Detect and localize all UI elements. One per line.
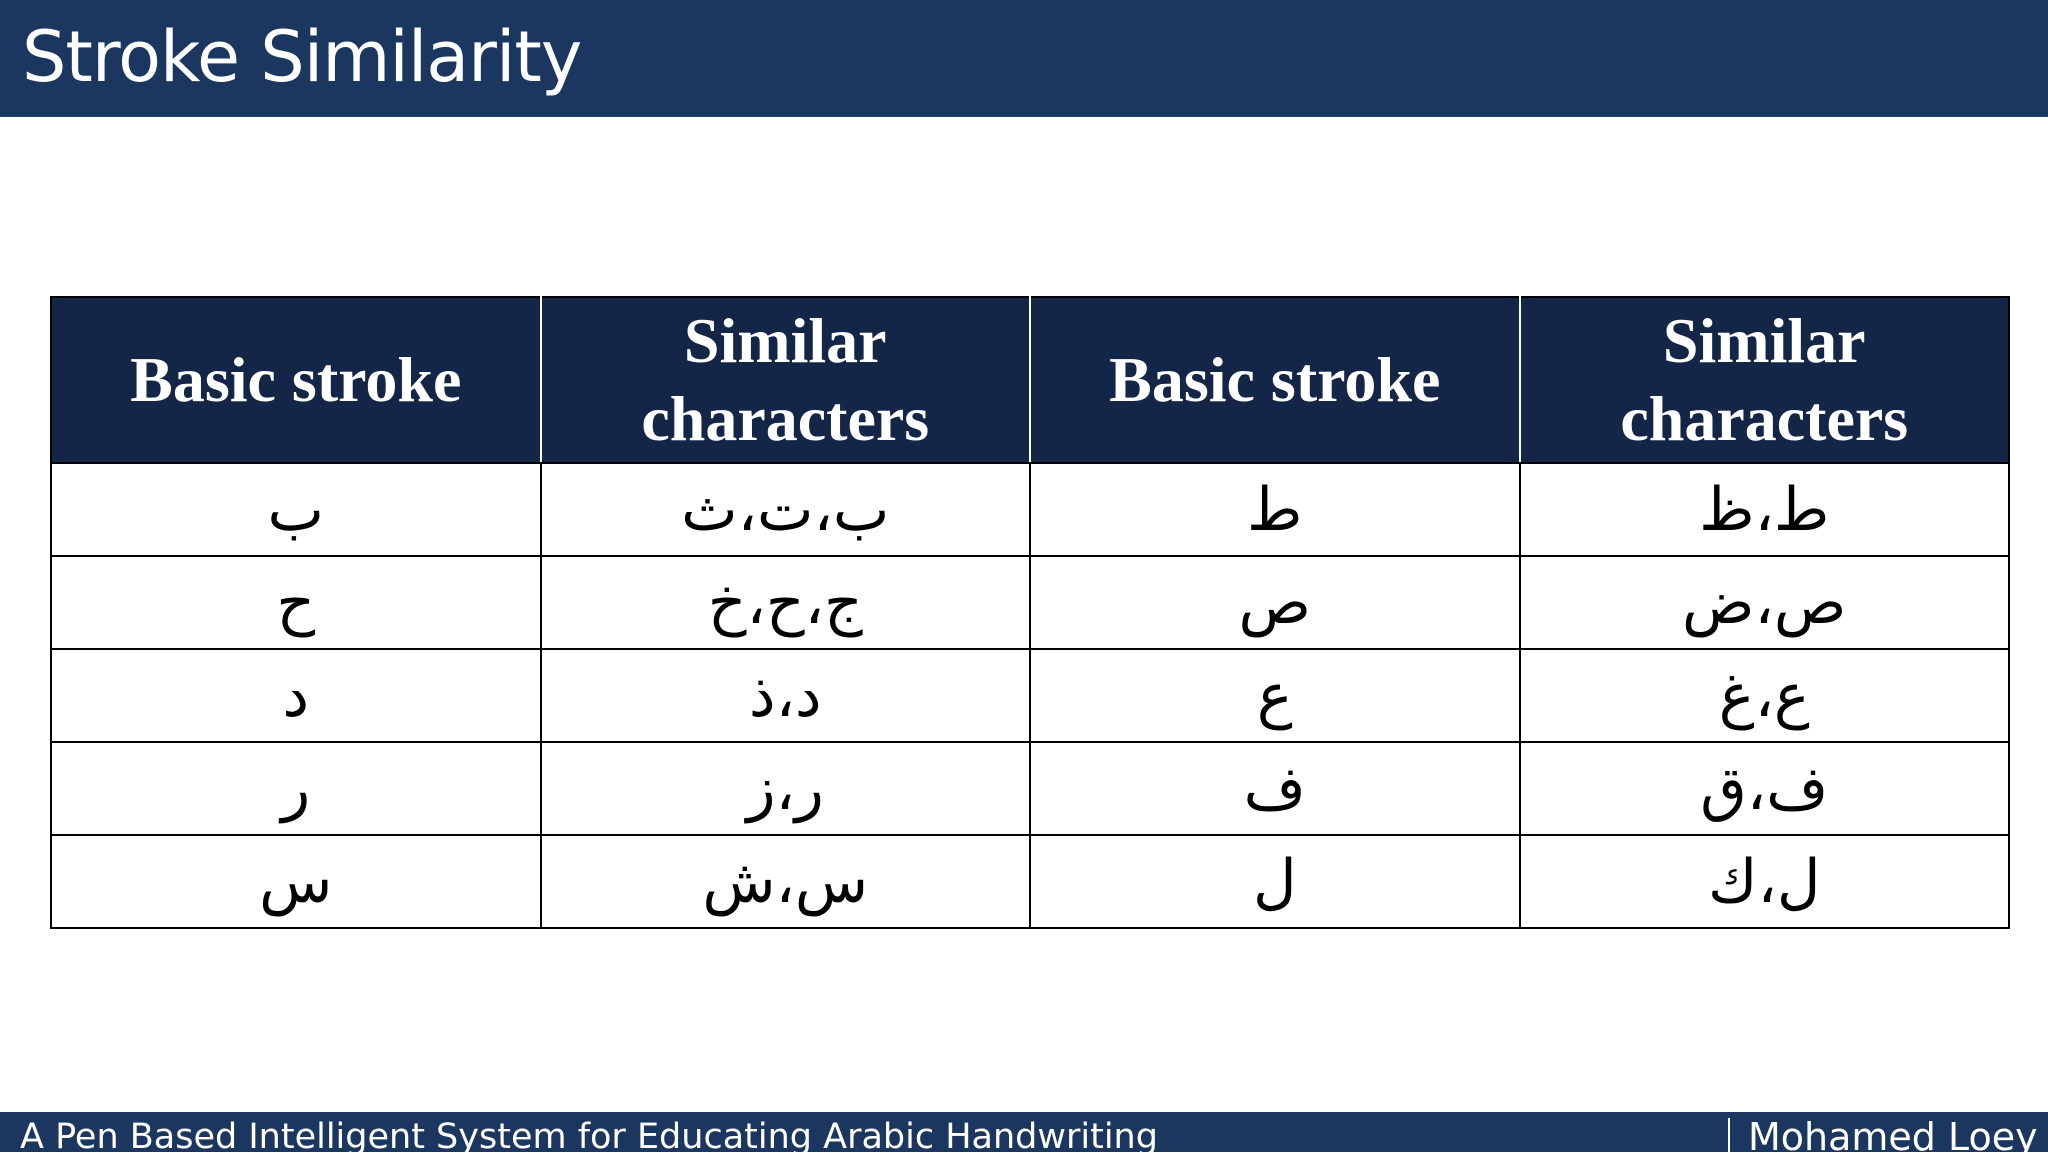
table-cell: ل،ك [1520, 835, 2010, 928]
footer-author: Mohamed Loey [1748, 1115, 2038, 1159]
table-cell: ف،ق [1520, 742, 2010, 835]
table-cell: س [51, 835, 541, 928]
footer-presentation-title: A Pen Based Intelligent System for Educating Arabic Handwriting [20, 1117, 1158, 1157]
table-row [51, 463, 2009, 556]
table-cell: د [51, 649, 541, 742]
footer-bar [0, 1112, 2048, 1159]
table-cell: ص،ض [1520, 556, 2010, 649]
header-basic-stroke-1: Basic stroke [51, 297, 541, 463]
header-similar-characters-1: Similar characters [541, 297, 1031, 463]
footer-divider [1728, 1118, 1730, 1152]
slide-title: Stroke Similarity [22, 16, 582, 98]
table-row [51, 556, 2009, 649]
table-cell: ع [1030, 649, 1520, 742]
stroke-similarity-table-container [50, 296, 2010, 929]
table-row [51, 835, 2009, 928]
table-cell: ج،ح،خ [541, 556, 1031, 649]
stroke-similarity-table [50, 296, 2010, 929]
table-cell: ط،ظ [1520, 463, 2010, 556]
table-cell: س،ش [541, 835, 1031, 928]
table-cell: د،ذ [541, 649, 1031, 742]
table-header-row [51, 297, 2009, 463]
table-cell: ف [1030, 742, 1520, 835]
table-cell: ح [51, 556, 541, 649]
table-cell: ع،غ [1520, 649, 2010, 742]
table-body [51, 463, 2009, 928]
table-row [51, 742, 2009, 835]
header-basic-stroke-2: Basic stroke [1030, 297, 1520, 463]
table-header [51, 297, 2009, 463]
table-cell: ل [1030, 835, 1520, 928]
table-cell: ر،ز [541, 742, 1031, 835]
table-row [51, 649, 2009, 742]
table-cell: ب [51, 463, 541, 556]
header-similar-characters-2: Similar characters [1520, 297, 2010, 463]
table-cell: ب،ت،ث [541, 463, 1031, 556]
table-cell: ط [1030, 463, 1520, 556]
table-cell: ر [51, 742, 541, 835]
title-bar [0, 0, 2048, 117]
table-cell: ص [1030, 556, 1520, 649]
